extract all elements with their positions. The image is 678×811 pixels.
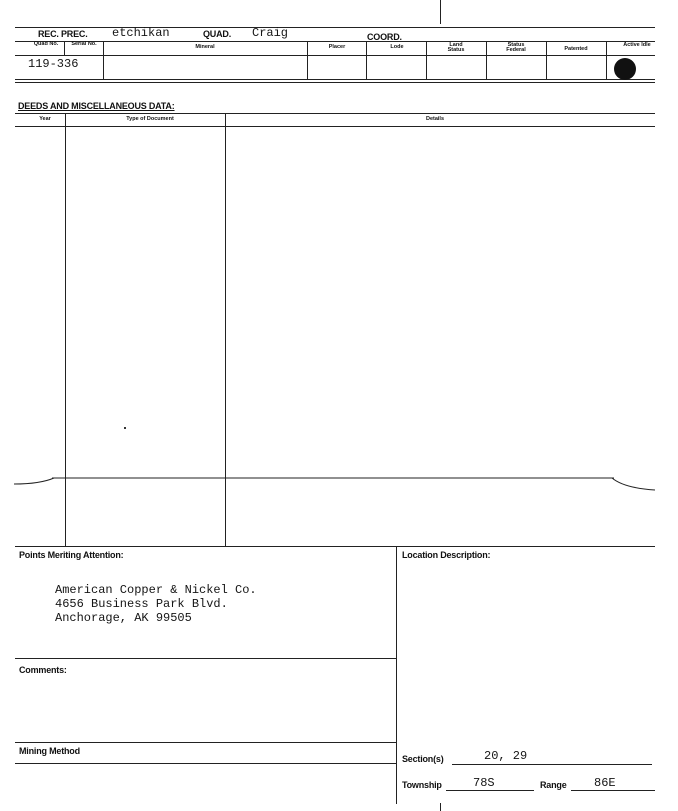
col-patented: Patented xyxy=(564,46,588,52)
points-line-3: Anchorage, AK 99505 xyxy=(55,611,192,625)
fold-line xyxy=(0,470,678,500)
header-rule-bottom xyxy=(15,79,655,80)
mining-rule-bottom xyxy=(15,763,396,764)
range-value: 86E xyxy=(594,776,616,790)
township-underline xyxy=(446,790,534,791)
col-placer: Placer xyxy=(328,44,346,50)
mining-method-label: Mining Method xyxy=(19,746,80,756)
comments-rule xyxy=(15,658,396,659)
col-quad-no: Quad No. xyxy=(33,41,59,47)
col-divider-status xyxy=(486,41,487,79)
fold-mark-top xyxy=(440,0,441,24)
punch-hole xyxy=(614,58,636,80)
col-divider-placer xyxy=(307,41,308,79)
location-label: Location Description: xyxy=(402,550,491,560)
header-rule-mid xyxy=(15,55,655,56)
col-status-federal: Status Federal xyxy=(506,42,526,53)
col-year: Year xyxy=(39,116,51,122)
range-underline xyxy=(571,790,655,791)
deeds-rule-header xyxy=(15,126,655,127)
col-serial-no: Serial No. xyxy=(71,41,97,47)
quad-label: QUAD. xyxy=(203,29,231,39)
points-line-1: American Copper & Nickel Co. xyxy=(55,583,257,597)
points-label: Points Meriting Attention: xyxy=(19,550,124,560)
section-label: Section(s) xyxy=(402,754,444,764)
col-mineral: Mineral xyxy=(195,44,215,50)
fold-mark-bottom xyxy=(440,803,441,811)
col-active-idle: Active Idle xyxy=(623,42,651,48)
col-land-status: Land Status xyxy=(447,42,465,53)
col-divider-active xyxy=(606,41,607,79)
header-rule-top xyxy=(15,41,655,42)
fold-curve-left xyxy=(14,478,54,484)
col-divider-mineral xyxy=(103,41,104,79)
section-value: 20, 29 xyxy=(484,749,528,763)
location-divider xyxy=(396,546,397,804)
lower-section-rule xyxy=(15,546,655,547)
section-underline xyxy=(452,764,652,765)
quad-value: Craig xyxy=(252,26,289,40)
rec-prec-label: REC. PREC. xyxy=(38,29,88,39)
township-label: Township xyxy=(402,780,442,790)
township-value: 78S xyxy=(473,776,495,790)
top-rule xyxy=(15,27,655,28)
col-details: Details xyxy=(425,116,445,122)
stray-dot xyxy=(124,427,126,429)
range-label: Range xyxy=(540,780,567,790)
header-rule-bottom-2 xyxy=(15,82,655,83)
col-divider-lode xyxy=(366,41,367,79)
col-lode: Lode xyxy=(390,44,404,50)
points-line-2: 4656 Business Park Blvd. xyxy=(55,597,228,611)
coord-label: COORD. xyxy=(367,32,402,42)
deeds-title: DEEDS AND MISCELLANEOUS DATA: xyxy=(18,101,175,111)
quad-serial-value: 119-336 xyxy=(28,57,79,71)
col-divider-land xyxy=(426,41,427,79)
col-divider-serial xyxy=(64,41,65,55)
rec-prec-value: etchikan xyxy=(112,26,170,40)
fold-curve-right xyxy=(612,478,655,490)
mining-rule-top xyxy=(15,742,396,743)
col-divider-patented xyxy=(546,41,547,79)
deeds-rule-top xyxy=(15,113,655,114)
comments-label: Comments: xyxy=(19,665,67,675)
col-type-of-document: Type of Document xyxy=(126,116,174,122)
